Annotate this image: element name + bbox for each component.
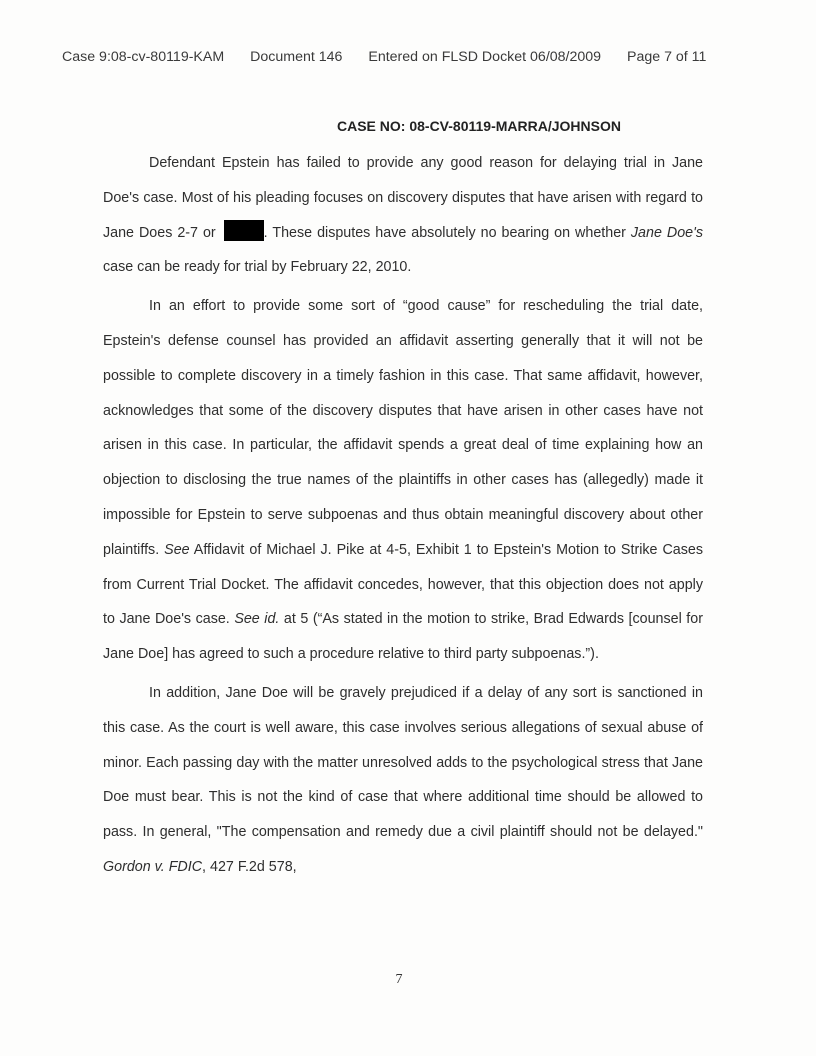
docket-header bbox=[62, 49, 762, 65]
paragraph-2-text-e: at 5 (“As stated in the motion to strike, Brad Edwards [counsel for Jane Doe] has agreed to such a procedure relative to third party subpoenas.”). bbox=[103, 611, 703, 663]
paragraph-1 bbox=[103, 146, 703, 285]
header-page-count: Page 7 of 11 bbox=[627, 49, 707, 65]
document-body bbox=[103, 146, 703, 889]
paragraph-3-text-c: , 427 F.2d 578, bbox=[202, 858, 297, 875]
header-entered-date: Entered on FLSD Docket 06/08/2009 bbox=[368, 49, 602, 65]
paragraph-2-see: See bbox=[164, 541, 190, 558]
case-number-heading: CASE NO: 08-CV-80119-MARRA/JOHNSON bbox=[337, 118, 621, 134]
header-case-number: Case 9:08-cv-80119-KAM bbox=[62, 49, 225, 65]
paragraph-1-text-d: case can be ready for trial by February 22, 2010. bbox=[103, 259, 412, 276]
paragraph-2-see-id: See id. bbox=[234, 611, 280, 628]
redaction-box bbox=[224, 220, 264, 241]
paragraph-1-text-a: Defendant Epstein has failed to provide any good reason for delaying trial in Jane Doe's case. Most of his pleading focuses on discovery disputes that have arisen with regard to Jane Does 2-7 or bbox=[103, 155, 703, 241]
paragraph-3-citation: Gordon v. FDIC bbox=[103, 858, 203, 875]
paragraph-2-text-a: In an effort to provide some sort of “good cause” for rescheduling the trial date, Epstein's defense counsel has provided an affidavit asserting generally that it will not be possible to complete discovery in a timely fashion in this case. That same affidavit, however, acknowledges that some of the discovery disputes that have arisen in other cases have not arisen in this case. In particular, the affidavit spends a great deal of time explaining how an objection to disclosing the true names of the plaintiffs in other cases has (allegedly) made it impossible for Epstein to serve subpoenas and thus obtain meaningful discovery about other plaintiffs. bbox=[103, 298, 703, 558]
header-document-number: Document 146 bbox=[250, 49, 343, 65]
paragraph-1-text-b: . These disputes have absolutely no bearing on whether bbox=[263, 224, 626, 241]
paragraph-3-text-a: In addition, Jane Doe will be gravely prejudiced if a delay of any sort is sanctioned in this case. As the court is well aware, this case involves serious allegations of sexual abuse of minor. Each passing day with the matter unresolved adds to the psychological stress that Jane Doe must bear. This is not the kind of case that where additional time should be allowed to pass. In general, "The compensation and remedy due a civil plaintiff should not be delayed." bbox=[103, 684, 703, 841]
paragraph-3 bbox=[103, 676, 703, 885]
page-number: 7 bbox=[395, 972, 403, 987]
paragraph-2-text-c: Affidavit of Michael J. Pike at 4-5, Exhibit 1 to Epstein's Motion to Strike Cases from Current Trial Docket. The affidavit concedes, however, that this objection does not apply to Jane Doe's case. bbox=[103, 541, 703, 628]
paragraph-1-italic: Jane Doe's bbox=[630, 224, 703, 241]
paragraph-2 bbox=[103, 289, 703, 672]
